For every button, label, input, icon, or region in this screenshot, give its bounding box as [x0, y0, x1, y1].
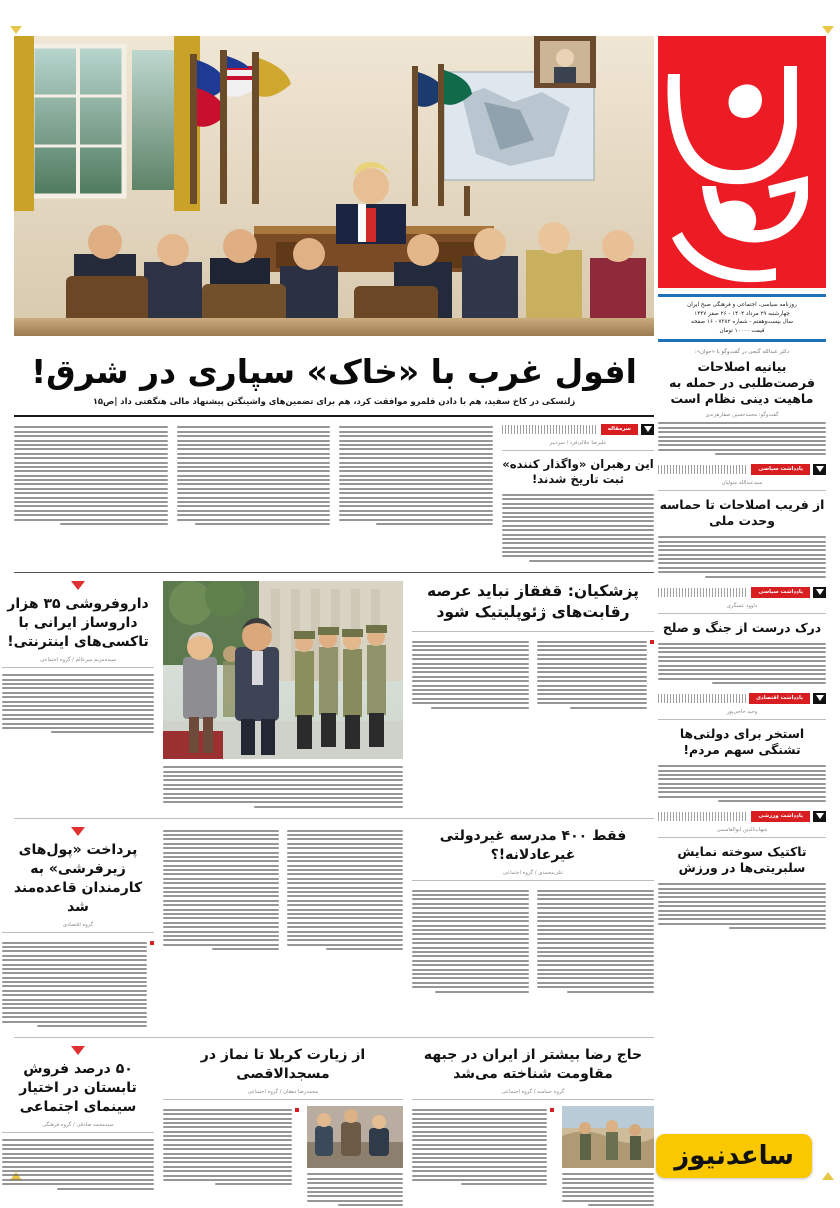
lead-rule — [14, 415, 654, 417]
sidebar-badge-label-1: یادداشت سیاسی — [751, 587, 810, 598]
editorial-badge: سرمقاله — [601, 424, 638, 435]
hajreza-block — [412, 1046, 654, 1208]
lead-body-column-1 — [339, 424, 493, 564]
editorial-column — [502, 424, 654, 564]
pezeshkian-headline[interactable]: پزشکیان: قفقاز نباید عرصه رقابت‌های ژئوپلیتیک شود — [426, 582, 640, 622]
triangle-marker — [71, 827, 85, 836]
sidebar-headline-3[interactable]: تاکتیک سوخته نمایش سلبریتی‌ها در ورزش — [677, 844, 807, 876]
hatch-divider — [658, 694, 746, 703]
pen-icon — [641, 424, 654, 435]
lead-headline[interactable]: افول غرب با «خاک» سپاری در شرق! — [31, 352, 637, 391]
sidebar-lead-kicker: دکتر عبدالله گنجی در گفت‌وگو با «جوان»: — [694, 349, 790, 356]
triangle-marker — [71, 1046, 85, 1055]
lead-photo[interactable] — [14, 36, 654, 336]
third-band — [14, 827, 654, 1029]
editorial-byline: علیرضا جلالی‌فرد / سردبیر — [549, 440, 607, 446]
pharmacy-byline: سیده‌مریم میرعالم / گروه اجتماعی — [40, 657, 116, 664]
paper-issue: سال بیست‌وهفتم - شماره ۷۳۸۲ - ۱۶ صفحه — [690, 319, 794, 326]
bullet-marker — [295, 1108, 299, 1112]
karbala-byline: محمدرضا دهقان / گروه اجتماعی — [247, 1089, 319, 1096]
javan-calligraphy-logo — [658, 36, 826, 288]
hajreza-photo[interactable] — [562, 1106, 654, 1168]
sidebar-byline-0: سیدعبدالله متولیان — [721, 480, 763, 487]
payments-byline: گروه اقتصادی — [62, 922, 94, 929]
pen-icon — [813, 464, 826, 475]
sidebar-badge-label-2: یادداشت اقتصادی — [749, 693, 810, 704]
sidebar-lead-byline: گفت‌وگو: محمدحسین صفارهرندی — [705, 412, 779, 419]
paper-tagline: روزنامه سیاسی، اجتماعی و فرهنگی صبح ایران — [687, 302, 797, 308]
watermark-badge: ساعدنیوز — [656, 1134, 812, 1178]
cinema-headline[interactable]: ۵۰ درصد فروش تابستان در اختیار سینمای اجتماعی — [19, 1061, 137, 1116]
masthead-meta — [658, 294, 826, 342]
hatch-divider — [658, 465, 748, 474]
sidebar-divider — [658, 719, 826, 720]
middle-band — [7, 581, 654, 810]
sidebar-lead-headline[interactable]: بیانیه اصلاحات فرصت‌طلبی در حمله به ماهیت دینی نظام است — [669, 359, 815, 407]
middle-continuation — [163, 827, 403, 1029]
masthead-sidebar — [658, 36, 826, 1166]
editorial-body — [502, 494, 654, 562]
desert-photo — [562, 1106, 654, 1168]
cinema-block — [2, 1046, 154, 1208]
sidebar-badge-3 — [658, 811, 826, 822]
pezeshkian-photo-block — [163, 581, 403, 810]
sidebar-byline-2: وحید حاجی‌پور — [726, 709, 758, 716]
sidebar-body-0 — [658, 536, 826, 578]
hajreza-byline: گروه حماسه / گروه اجتماعی — [501, 1089, 565, 1096]
pilgrims-photo — [307, 1106, 403, 1168]
editorial-headline[interactable]: این رهبران «واگذار کننده» ثبت تاریخ شدند! — [502, 457, 654, 486]
sidebar-headline-0[interactable]: از فریب اصلاحات تا حماسه وحدت ملی — [659, 497, 825, 529]
honor-guard-photo — [163, 581, 403, 759]
karbala-headline[interactable]: از زیارت کربلا تا نماز در مسجدالاقصی — [200, 1047, 366, 1083]
corner-ornament-bottom-right — [822, 1168, 834, 1180]
armenia-visit-photo[interactable] — [163, 581, 403, 759]
bottom-band — [14, 1046, 654, 1208]
pen-icon — [813, 693, 826, 704]
main-content — [7, 36, 654, 1208]
meta-rule-bottom — [658, 339, 826, 342]
bullet-marker — [550, 1108, 554, 1112]
meta-rule-top — [658, 294, 826, 297]
hatch-divider — [658, 812, 748, 821]
pharmacy-headline[interactable]: داروفروشی ۳۵ هزار داروساز ایرانی با تاکسی‌های اینترنتی! — [7, 596, 149, 651]
hatch-divider — [658, 588, 748, 597]
sidebar-divider — [658, 613, 826, 614]
sidebar-badge-1 — [658, 587, 826, 598]
lead-body-column-2 — [177, 424, 331, 564]
newspaper-logo[interactable] — [658, 36, 826, 288]
payments-headline[interactable]: پرداخت «پول‌های زیرفرشی» به کارمندان قاعده‌مند شد — [13, 842, 143, 916]
bullet-marker — [650, 640, 654, 644]
pen-icon — [813, 587, 826, 598]
sidebar-badge-label-0: یادداشت سیاسی — [751, 464, 810, 475]
hajreza-headline[interactable]: حاج رضا بیشتر از ایران در جبهه مقاومت شناخته می‌شد — [423, 1047, 643, 1083]
sidebar-badge-0 — [658, 464, 826, 475]
lead-subhead: زلنسکی در کاخ سفید، هم با دادن قلمرو موافقت کرد، هم برای تضمین‌های واشینگتن پیشنهاد مالی هنگفتی داد |ص۱۵ — [92, 396, 576, 406]
sidebar-divider — [658, 490, 826, 491]
hatch-divider — [502, 425, 598, 434]
pezeshkian-block — [412, 581, 654, 810]
karbala-photo[interactable] — [307, 1106, 403, 1168]
schools-byline: علی‌محمدی / گروه اجتماعی — [502, 870, 564, 877]
sidebar-byline-3: شهاب‌الدین ابوالقاسمی — [716, 827, 768, 834]
sidebar-badge-2 — [658, 693, 826, 704]
sidebar-headline-2[interactable]: استخر برای دولتی‌ها تشنگی سهم مردم! — [679, 726, 805, 758]
sidebar-headline-1[interactable]: درک درست از جنگ و صلح — [662, 619, 822, 635]
payments-block — [2, 827, 154, 1029]
triangle-marker — [71, 581, 85, 590]
sidebar-badge-label-3: یادداشت ورزشی — [751, 811, 810, 822]
sidebar-divider — [658, 837, 826, 838]
sidebar-body-1 — [658, 643, 826, 685]
bullet-marker — [150, 941, 154, 945]
schools-headline[interactable]: فقط ۴۰۰ مدرسه غیردولتی غیرعادلانه!؟ — [439, 828, 627, 864]
top-text-band — [14, 424, 654, 564]
paper-price: قیمت ۱۰۰۰۰ تومان — [719, 327, 765, 334]
oval-office-photo — [14, 36, 654, 336]
sidebar-lead-body — [658, 422, 826, 455]
sidebar-body-2 — [658, 765, 826, 802]
paper-date: چهارشنبه ۲۹ مرداد ۱۴۰۴ - ۲۶ صفر ۱۴۴۷ — [694, 310, 790, 317]
schools-block — [412, 827, 654, 1029]
karbala-block — [163, 1046, 403, 1208]
pharmacy-block — [2, 581, 154, 810]
lead-body-column-3 — [14, 424, 168, 564]
sidebar-body-3 — [658, 883, 826, 929]
sidebar-byline-1: داوود عسگری — [726, 602, 758, 609]
cinema-byline: سیدمحمد صادقی / گروه فرهنگی — [42, 1122, 114, 1129]
pen-icon — [813, 811, 826, 822]
